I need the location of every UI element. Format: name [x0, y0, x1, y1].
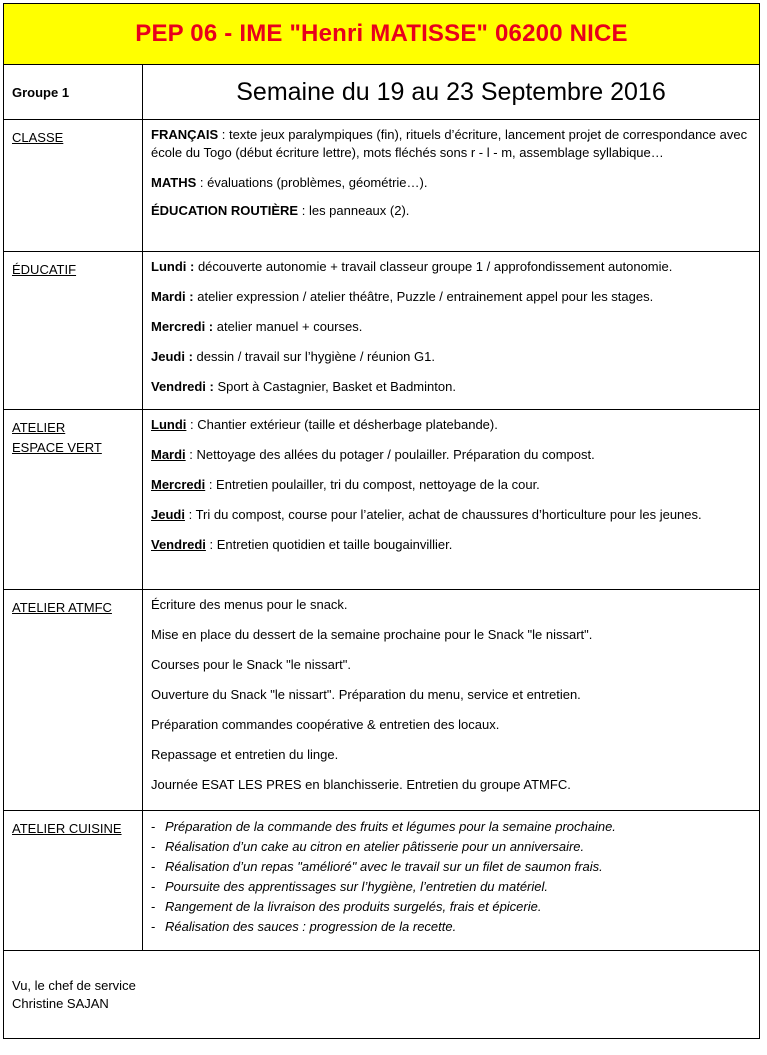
section-label-atmfc: ATELIER ATMFC [12, 600, 112, 615]
group-label: Groupe 1 [4, 65, 143, 119]
educatif-day: Lundi : découverte autonomie + travail classeur groupe 1 / approfondissement autonomie. [151, 259, 673, 274]
section-educatif [4, 252, 759, 410]
section-label-classe: CLASSE [12, 130, 64, 145]
atmfc-line: Courses pour le Snack "le nissart". [151, 657, 351, 672]
espace-vert-day: Jeudi : Tri du compost, course pour l’atelier, achat de chaussures d’horticulture pour les jeunes. [151, 507, 702, 522]
section-classe [4, 120, 759, 252]
section-label-atelier: ATELIER [12, 420, 66, 435]
document-title: PEP 06 - IME "Henri MATISSE" 06200 NICE [135, 20, 628, 47]
espace-vert-day: Vendredi : Entretien quotidien et taille bougainvillier. [151, 537, 453, 552]
educatif-day: Vendredi : Sport à Castagnier, Basket et Badminton. [151, 379, 456, 394]
atmfc-line: Repassage et entretien du linge. [151, 747, 339, 762]
section-label-educatif: ÉDUCATIF [12, 262, 77, 277]
section-atmfc [4, 590, 759, 811]
classe-item: MATHS : évaluations (problèmes, géométrie…). [151, 175, 428, 190]
weekly-schedule-document [3, 3, 760, 1039]
atmfc-line: Ouverture du Snack "le nissart". Préparation du menu, service et entretien. [151, 687, 581, 702]
week-title: Semaine du 19 au 23 Septembre 2016 [236, 78, 666, 106]
espace-vert-day: Mercredi : Entretien poulailler, tri du compost, nettoyage de la cour. [151, 477, 540, 492]
cuisine-item: - Réalisation d’un repas "amélioré" avec le travail sur un filet de saumon frais. [151, 857, 751, 877]
signature-block [4, 951, 759, 1038]
cuisine-item: - Réalisation d’un cake au citron en atelier pâtisserie pour un anniversaire. [151, 837, 751, 857]
espace-vert-day: Mardi : Nettoyage des allées du potager / poulailler. Préparation du compost. [151, 447, 595, 462]
signature-name: Christine SAJAN [12, 996, 109, 1011]
cuisine-item: - Poursuite des apprentissages sur l’hygiène, l’entretien du matériel. [151, 877, 751, 897]
atmfc-line: Préparation commandes coopérative & entretien des locaux. [151, 717, 500, 732]
atmfc-line: Écriture des menus pour le snack. [151, 597, 348, 612]
week-row [4, 65, 759, 120]
classe-item: ÉDUCATION ROUTIÈRE : les panneaux (2). [151, 203, 410, 218]
section-label-cuisine: ATELIER CUISINE [12, 821, 122, 836]
section-label-espace-vert: ESPACE VERT [12, 440, 102, 455]
cuisine-list [151, 817, 751, 937]
espace-vert-day: Lundi : Chantier extérieur (taille et désherbage platebande). [151, 417, 498, 432]
section-cuisine [4, 811, 759, 951]
classe-item: FRANÇAIS : texte jeux paralympiques (fin), rituels d’écriture, lancement projet de correspondance avec école du Togo (début écriture lettre), mots fléchés sons r - l - m, assemblage syllabique… [151, 127, 748, 160]
cuisine-item: - Préparation de la commande des fruits et légumes pour la semaine prochaine. [151, 817, 751, 837]
educatif-day: Mardi : atelier expression / atelier théâtre, Puzzle / entrainement appel pour les stages. [151, 289, 654, 304]
signature-title: Vu, le chef de service [12, 978, 136, 993]
educatif-day: Mercredi : atelier manuel + courses. [151, 319, 363, 334]
cuisine-item: - Rangement de la livraison des produits surgelés, frais et épicerie. [151, 897, 751, 917]
atmfc-line: Mise en place du dessert de la semaine prochaine pour le Snack "le nissart". [151, 627, 593, 642]
educatif-day: Jeudi : dessin / travail sur l’hygiène / réunion G1. [151, 349, 435, 364]
cuisine-item: - Réalisation des sauces : progression de la recette. [151, 917, 751, 937]
document-header [4, 4, 759, 65]
section-espace-vert [4, 410, 759, 590]
atmfc-line: Journée ESAT LES PRES en blanchisserie. Entretien du groupe ATMFC. [151, 777, 571, 792]
